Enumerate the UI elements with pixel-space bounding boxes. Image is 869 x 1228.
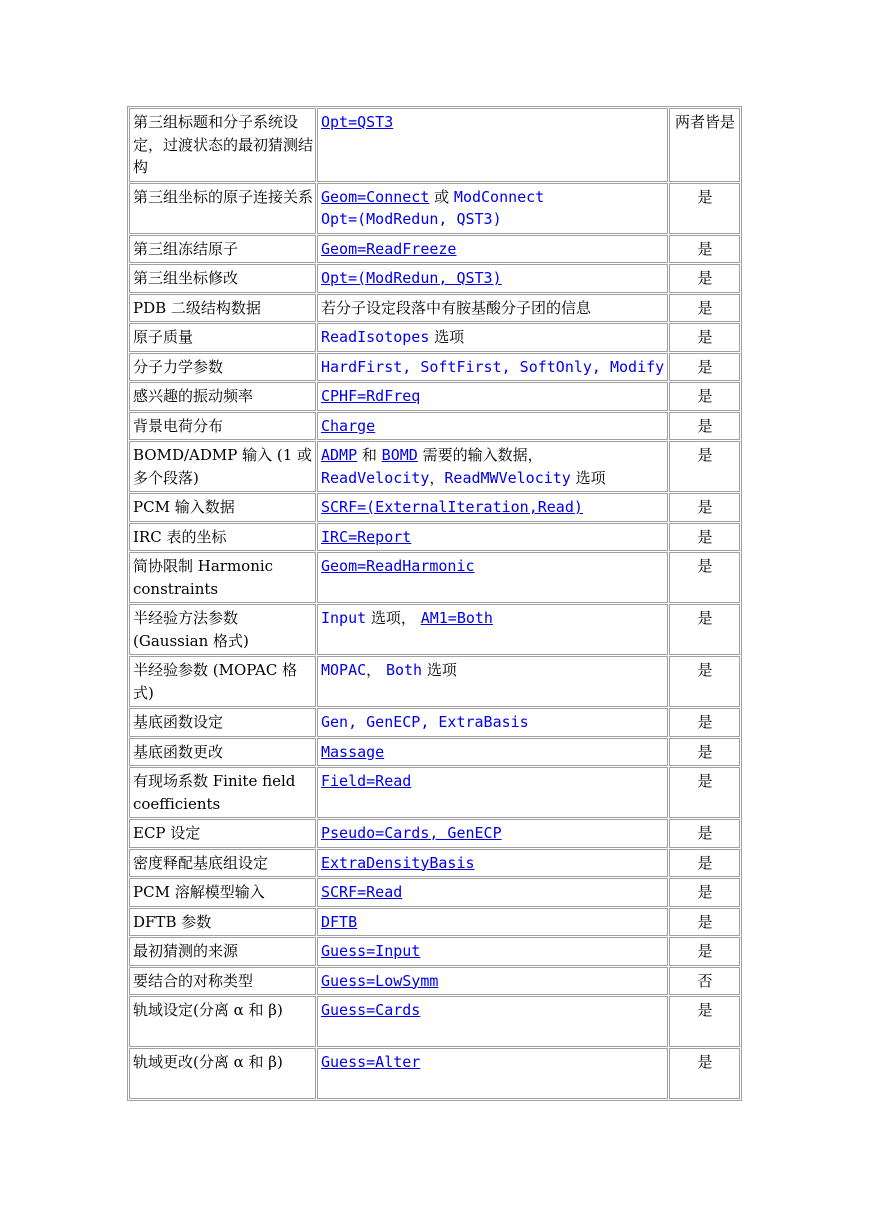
keyword-cell — [317, 353, 668, 382]
required-flag: 是 — [669, 738, 740, 767]
keyword-cell — [317, 937, 668, 966]
table-row — [129, 323, 740, 352]
section-description: 背景电荷分布 — [129, 412, 316, 441]
table-row — [129, 1048, 740, 1099]
keyword-cell — [317, 819, 668, 848]
required-flag: 是 — [669, 353, 740, 382]
section-description: BOMD/ADMP 输入 (1 或多个段落) — [129, 441, 316, 492]
keyword-link[interactable]: Opt=QST3 — [321, 113, 394, 131]
keyword-link[interactable]: Geom=ReadHarmonic — [321, 557, 475, 575]
table-row — [129, 382, 740, 411]
section-description: 第三组坐标的原子连接关系 — [129, 183, 316, 234]
table-row — [129, 441, 740, 492]
table-row — [129, 183, 740, 234]
required-flag: 是 — [669, 937, 740, 966]
table-row — [129, 908, 740, 937]
keyword-text: Opt=(ModRedun, QST3) — [321, 210, 502, 228]
keyword-text: ReadMWVelocity — [444, 468, 571, 487]
keyword-text: MOPAC — [321, 661, 367, 679]
keyword-link[interactable]: IRC=Report — [321, 527, 412, 546]
required-flag: 是 — [669, 294, 740, 323]
table-row — [129, 878, 740, 907]
table-row — [129, 552, 740, 603]
keyword-link[interactable]: AM1=Both — [420, 609, 493, 627]
required-flag: 是 — [669, 908, 740, 937]
note-text: 选项 — [422, 661, 457, 679]
section-description: 第三组标题和分子系统设定，过渡状态的最初猜测结构 — [129, 108, 316, 182]
note-text: 选项 — [570, 468, 606, 487]
keyword-cell — [317, 382, 668, 411]
keyword-cell — [317, 967, 668, 996]
required-flag: 否 — [669, 967, 740, 996]
required-flag: 是 — [669, 552, 740, 603]
keyword-link[interactable]: SCRF=(ExternalIteration,Read) — [321, 498, 583, 516]
keyword-link[interactable]: DFTB — [321, 912, 358, 931]
note-text: ， — [429, 468, 445, 487]
keyword-cell — [317, 493, 668, 522]
table-row — [129, 235, 740, 264]
keyword-text: ReadIsotopes — [321, 328, 430, 346]
section-description: 感兴趣的振动频率 — [129, 382, 316, 411]
keyword-text: Input — [321, 609, 367, 627]
required-flag: 是 — [669, 819, 740, 848]
keyword-link[interactable]: BOMD — [381, 446, 418, 464]
required-flag: 是 — [669, 767, 740, 818]
keyword-text: Gen, GenECP, ExtraBasis — [321, 713, 529, 731]
keyword-text: ReadVelocity — [321, 468, 430, 487]
keyword-cell — [317, 264, 668, 293]
note-text: 需要的输入数据， — [417, 446, 543, 464]
table-body — [129, 108, 740, 1099]
keyword-link[interactable]: Guess=Input — [321, 942, 421, 960]
table-row — [129, 523, 740, 552]
section-description: 分子力学参数 — [129, 353, 316, 382]
table-row — [129, 849, 740, 878]
table-row — [129, 819, 740, 848]
keyword-link[interactable]: Geom=ReadFreeze — [321, 239, 457, 258]
section-description: 要结合的对称类型 — [129, 967, 316, 996]
note-text: 选项， — [366, 609, 421, 627]
table-row — [129, 767, 740, 818]
section-description: PCM 输入数据 — [129, 493, 316, 522]
table-row — [129, 108, 740, 182]
required-flag: 是 — [669, 878, 740, 907]
section-description: 半经验方法参数 (Gaussian 格式) — [129, 604, 316, 655]
table-row — [129, 656, 740, 707]
table-row — [129, 937, 740, 966]
keyword-cell — [317, 523, 668, 552]
section-description: 原子质量 — [129, 323, 316, 352]
keyword-cell — [317, 441, 668, 492]
keyword-link[interactable]: ADMP — [321, 446, 358, 464]
keyword-text: ModConnect — [453, 187, 545, 206]
keyword-cell — [317, 1048, 668, 1099]
section-description: 基底函数更改 — [129, 738, 316, 767]
required-flag: 是 — [669, 656, 740, 707]
table-row — [129, 967, 740, 996]
table-row — [129, 294, 740, 323]
section-description: 第三组坐标修改 — [129, 264, 316, 293]
section-description: 有现场系数 Finite field coefficients — [129, 767, 316, 818]
keyword-cell — [317, 849, 668, 878]
keyword-cell — [317, 908, 668, 937]
keyword-cell — [317, 708, 668, 737]
required-flag: 是 — [669, 604, 740, 655]
keyword-cell — [317, 108, 668, 182]
keyword-link[interactable]: Guess=LowSymm — [321, 971, 439, 990]
required-flag: 是 — [669, 493, 740, 522]
keyword-link[interactable]: Guess=Cards — [321, 1001, 421, 1019]
keyword-cell — [317, 767, 668, 818]
note-text: ， — [366, 661, 386, 679]
section-description: 最初猜测的来源 — [129, 937, 316, 966]
required-flag: 是 — [669, 183, 740, 234]
required-flag: 是 — [669, 523, 740, 552]
keyword-cell — [317, 323, 668, 352]
section-description: IRC 表的坐标 — [129, 523, 316, 552]
keyword-cell — [317, 604, 668, 655]
keyword-link[interactable]: Charge — [321, 416, 376, 435]
keyword-link[interactable]: Field=Read — [321, 772, 412, 790]
required-flag: 是 — [669, 382, 740, 411]
table-row — [129, 353, 740, 382]
keyword-link[interactable]: Guess=Alter — [321, 1053, 421, 1071]
keyword-link[interactable]: Massage — [321, 742, 385, 761]
keyword-cell — [317, 738, 668, 767]
section-description: ECP 设定 — [129, 819, 316, 848]
section-description: 轨域设定(分离 α 和 β) — [129, 996, 316, 1047]
section-description: PDB 二级结构数据 — [129, 294, 316, 323]
required-flag: 是 — [669, 849, 740, 878]
keyword-link[interactable]: Geom=Connect — [321, 187, 430, 206]
table-row — [129, 412, 740, 441]
keyword-cell — [317, 878, 668, 907]
table-row — [129, 708, 740, 737]
section-description: DFTB 参数 — [129, 908, 316, 937]
section-description: 第三组冻结原子 — [129, 235, 316, 264]
required-flag: 是 — [669, 708, 740, 737]
keyword-link[interactable]: SCRF=Read — [321, 883, 403, 901]
keyword-link[interactable]: Pseudo=Cards, GenECP — [321, 824, 502, 842]
keyword-cell — [317, 294, 668, 323]
table-row — [129, 604, 740, 655]
required-flag: 是 — [669, 264, 740, 293]
section-description: 基底函数设定 — [129, 708, 316, 737]
keyword-text: HardFirst, SoftFirst, SoftOnly, Modify — [321, 357, 665, 376]
keyword-text: Both — [385, 661, 423, 679]
required-flag: 是 — [669, 412, 740, 441]
required-flag: 是 — [669, 323, 740, 352]
keyword-cell — [317, 183, 668, 234]
keyword-link[interactable]: CPHF=RdFreq — [321, 387, 421, 405]
input-sections-table — [127, 106, 742, 1101]
keyword-cell — [317, 235, 668, 264]
note-text: 或 — [429, 187, 454, 206]
keyword-cell — [317, 552, 668, 603]
table-row — [129, 493, 740, 522]
required-flag: 是 — [669, 996, 740, 1047]
note-text: 若分子设定段落中有胺基酸分子团的信息 — [321, 298, 592, 317]
required-flag: 两者皆是 — [669, 108, 740, 182]
required-flag: 是 — [669, 235, 740, 264]
required-flag: 是 — [669, 1048, 740, 1099]
keyword-cell — [317, 996, 668, 1047]
required-flag: 是 — [669, 441, 740, 492]
section-description: 轨域更改(分离 α 和 β) — [129, 1048, 316, 1099]
note-text: 和 — [357, 446, 382, 464]
table-row — [129, 264, 740, 293]
table-row — [129, 738, 740, 767]
section-description: PCM 溶解模型输入 — [129, 878, 316, 907]
keyword-link[interactable]: ExtraDensityBasis — [321, 853, 475, 872]
section-description: 半经验参数 (MOPAC 格式) — [129, 656, 316, 707]
section-description: 密度释配基底组设定 — [129, 849, 316, 878]
keyword-cell — [317, 656, 668, 707]
section-description: 简协限制 Harmonic constraints — [129, 552, 316, 603]
keyword-link[interactable]: Opt=(ModRedun, QST3) — [321, 269, 502, 287]
keyword-cell — [317, 412, 668, 441]
note-text: 选项 — [429, 328, 465, 346]
table-row — [129, 996, 740, 1047]
